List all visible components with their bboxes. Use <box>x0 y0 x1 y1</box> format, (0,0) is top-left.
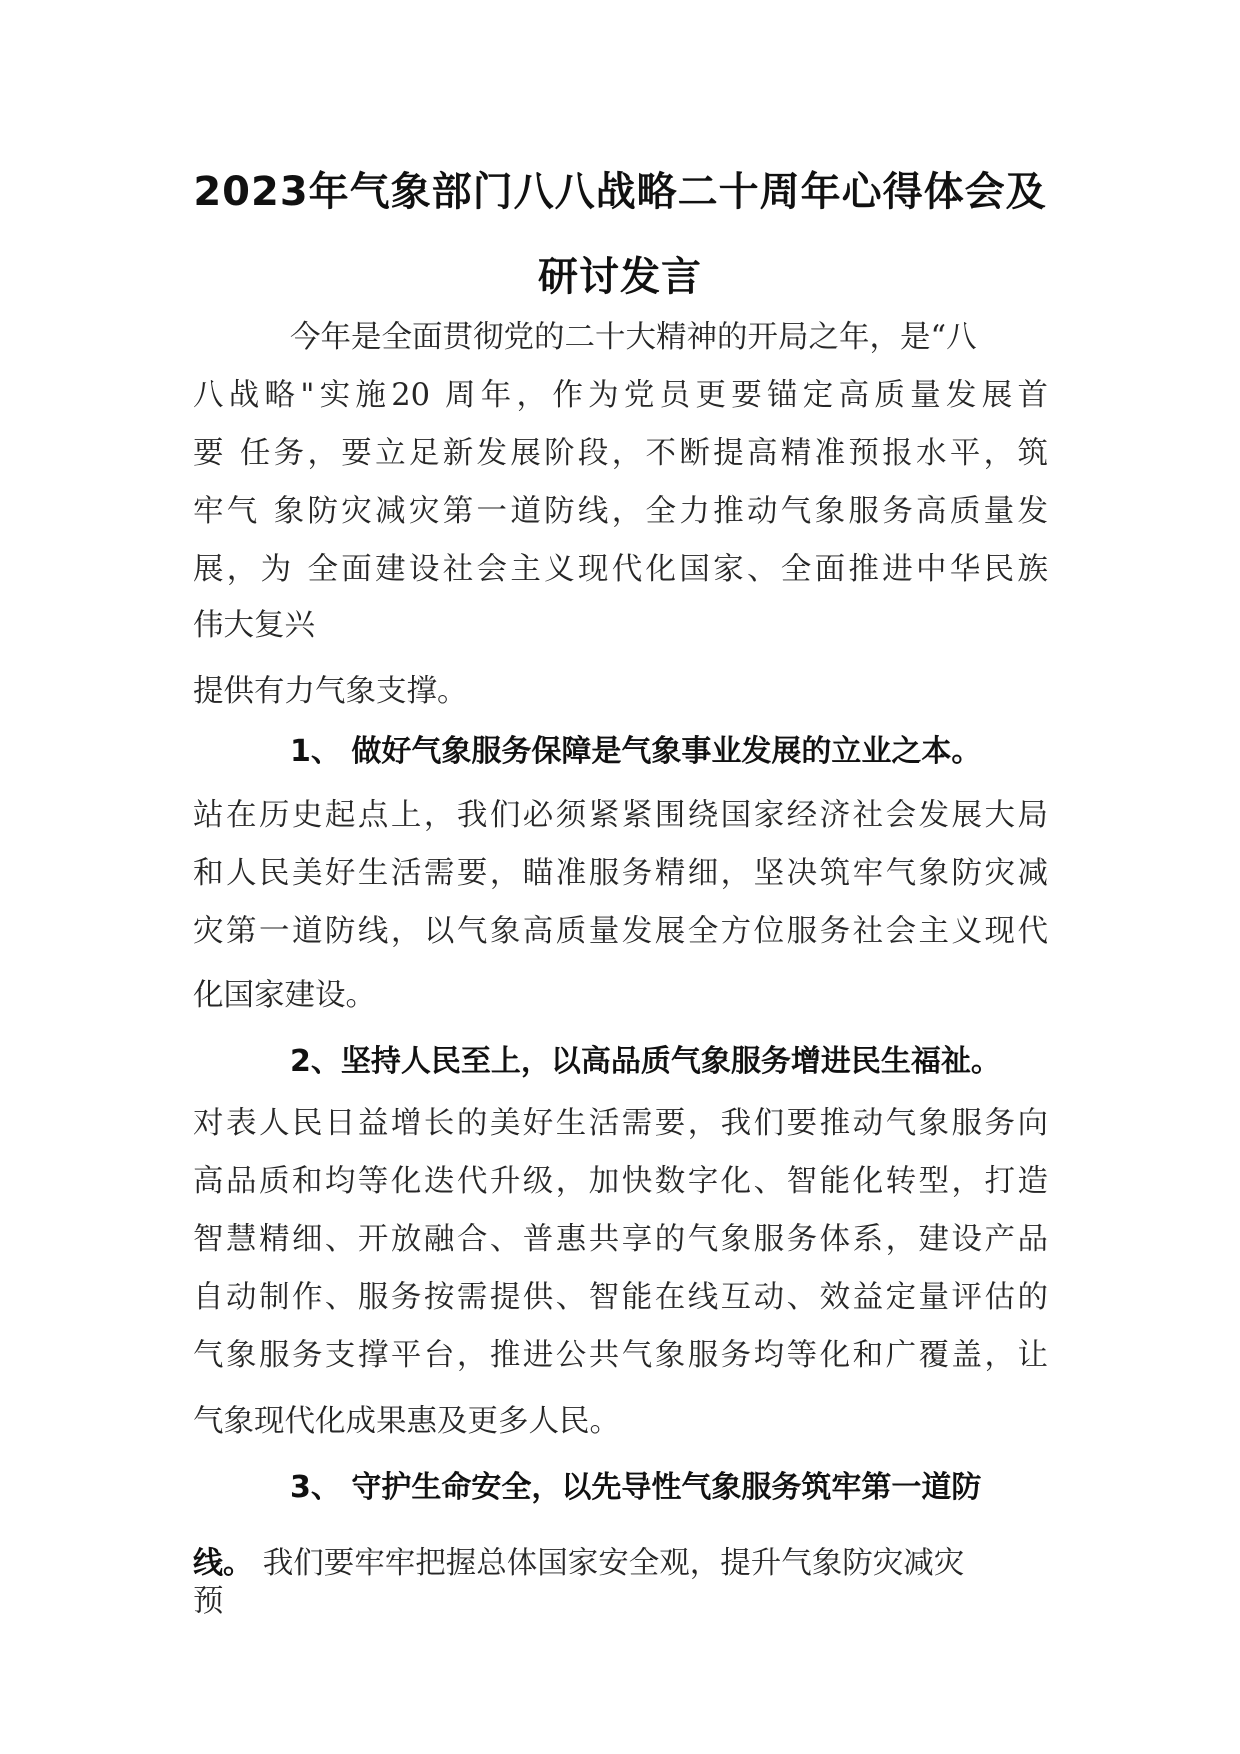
intro-line-4: 牢气 象防灾减灾第一道防线，全力推动气象服务高质量发 <box>193 494 1048 529</box>
document-title-line-1: 2023年气象部门八八战略二十周年心得体会及 <box>193 169 1047 215</box>
intro-line-6: 伟大复兴 <box>193 608 315 643</box>
intro-line-5: 展，为 全面建设社会主义现代化国家、全面推进中华民族 <box>193 552 1048 587</box>
section-1-line-3: 灾第一道防线，以气象高质量发展全方位服务社会主义现代 <box>193 914 1048 949</box>
section-1-line-1: 站在历史起点上，我们必须紧紧围绕国家经济社会发展大局 <box>193 798 1048 833</box>
intro-line-7: 提供有力气象支撑。 <box>193 674 468 709</box>
section-2-line-2: 高品质和均等化迭代升级，加快数字化、智能化转型，打造 <box>193 1164 1048 1199</box>
section-1-line-2: 和人民美好生活需要，瞄准服务精细，坚决筑牢气象防灾减 <box>193 856 1048 891</box>
section-1-line-4: 化国家建设。 <box>193 978 376 1013</box>
intro-line-2: 八战略"实施20 周年，作为党员更要锚定高质量发展首 <box>193 378 1048 413</box>
section-3-line-2: 预 <box>193 1584 224 1619</box>
section-2-line-6: 气象现代化成果惠及更多人民。 <box>193 1404 620 1439</box>
section-1-heading: 1、 做好气象服务保障是气象事业发展的立业之本。 <box>290 734 982 769</box>
section-2-heading: 2、坚持人民至上，以高品质气象服务增进民生福祉。 <box>290 1044 1001 1079</box>
section-3-heading: 3、 守护生命安全，以先导性气象服务筑牢第一道防 <box>290 1470 982 1505</box>
section-2-line-5: 气象服务支撑平台，推进公共气象服务均等化和广覆盖，让 <box>193 1338 1048 1373</box>
section-3-heading-tail: 线。 <box>193 1546 253 1581</box>
section-3-line-1: 我们要牢牢把握总体国家安全观，提升气象防灾减灾 <box>253 1546 965 1581</box>
intro-line-1: 今年是全面贯彻党的二十大精神的开局之年，是“八 <box>290 320 977 355</box>
section-2-line-3: 智慧精细、开放融合、普惠共享的气象服务体系，建设产品 <box>193 1222 1048 1257</box>
document-title-line-2: 研讨发言 <box>538 254 702 300</box>
intro-line-3: 要 任务，要立足新发展阶段，不断提高精准预报水平，筑 <box>193 436 1048 471</box>
section-2-line-4: 自动制作、服务按需提供、智能在线互动、效益定量评估的 <box>193 1280 1048 1315</box>
section-2-line-1: 对表人民日益增长的美好生活需要，我们要推动气象服务向 <box>193 1106 1048 1141</box>
